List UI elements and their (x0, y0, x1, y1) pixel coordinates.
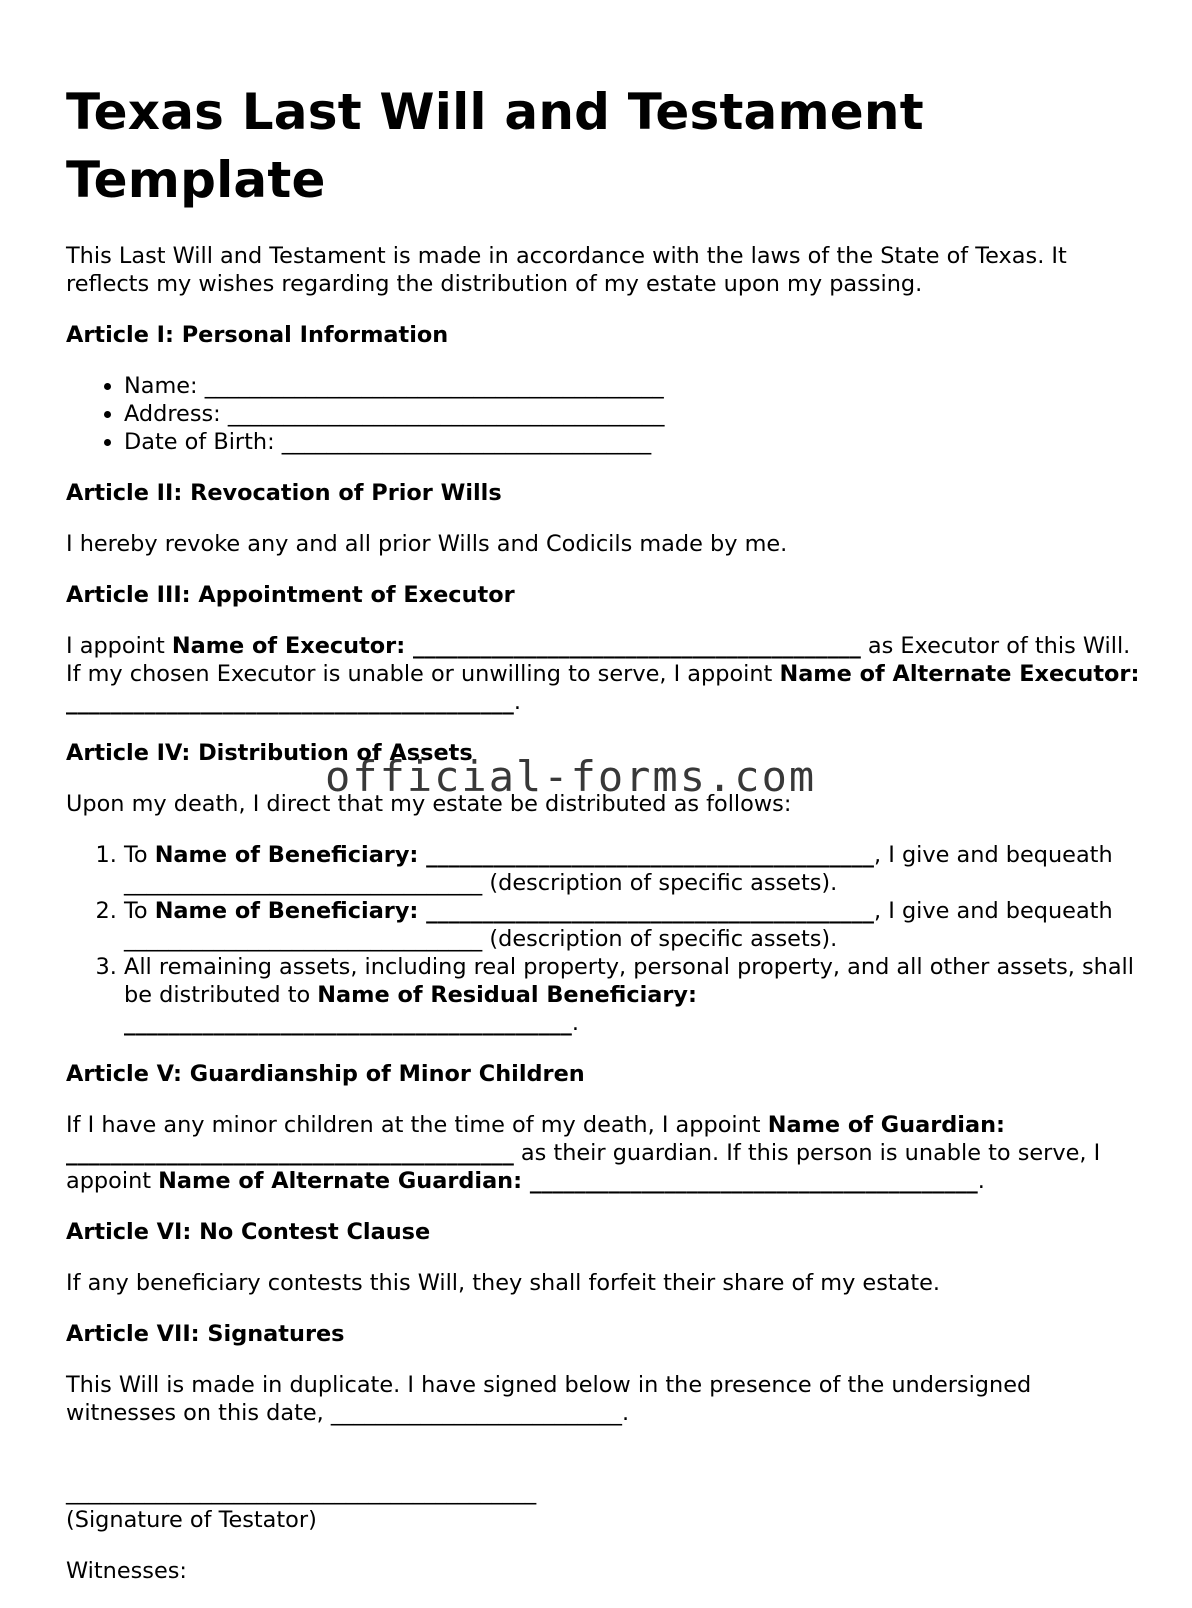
article-5-part-2: as their guardian. If this person is unable to serve, I appoint (66, 1140, 1101, 1194)
distribution-item-3-rest: . (571, 1010, 579, 1036)
distribution-item-2-prefix: To (124, 898, 155, 924)
testator-signature-line: __________________________________________ (66, 1479, 537, 1505)
article-7-heading: Article VII: Signatures (66, 1321, 345, 1347)
distribution-item-1-prefix: To (124, 842, 155, 868)
article-7-text: This Will is made in duplicate. I have signed below in the presence of the undersigned witnesses on this date, __________________________. (66, 1372, 1032, 1426)
witnesses-label: Witnesses: (66, 1558, 187, 1584)
distribution-list (66, 841, 1146, 1037)
testator-signature-caption: (Signature of Testator) (66, 1507, 317, 1533)
article-4-intro: Upon my death, I direct that my estate be distributed as follows: (66, 791, 792, 817)
executor-name-field: Name of Executor: ________________________________________ (171, 633, 861, 659)
beneficiary-1-field: Name of Beneficiary: ________________________________________ (154, 842, 874, 868)
personal-info-list (66, 372, 1146, 456)
personal-info-address: • Address: _______________________________________ (124, 400, 1146, 428)
watermark-text: official-forms.com (325, 752, 817, 801)
article-2-text: I hereby revoke any and all prior Wills and Codicils made by me. (66, 531, 788, 557)
page-title: Texas Last Will and Testament Template (66, 83, 924, 209)
article-3-heading: Article III: Appointment of Executor (66, 582, 515, 608)
article-2-heading: Article II: Revocation of Prior Wills (66, 480, 502, 506)
alternate-guardian-field: Name of Alternate Guardian: ________________________________________ (158, 1168, 978, 1194)
article-5-part-1: If I have any minor children at the time of my death, I appoint (66, 1112, 768, 1138)
guardian-field: Name of Guardian: ________________________________________ (66, 1112, 1005, 1166)
personal-info-name: • Name: _________________________________________ (124, 372, 1146, 400)
article-3-text (66, 632, 1146, 716)
distribution-item-1 (124, 841, 1146, 897)
distribution-item-2 (124, 897, 1146, 953)
document-page (66, 78, 1146, 1608)
article-5-text (66, 1111, 1146, 1195)
intro-paragraph: This Last Will and Testament is made in accordance with the laws of the State of Texas. It reflects my wishes regarding the distribution of my estate upon my passing. (66, 243, 1067, 297)
article-1-heading: Article I: Personal Information (66, 322, 449, 348)
article-5-part-3: . (977, 1168, 985, 1194)
article-6-heading: Article VI: No Contest Clause (66, 1219, 431, 1245)
beneficiary-2-field: Name of Beneficiary: ________________________________________ (154, 898, 874, 924)
distribution-item-3-prefix: All remaining assets, including real property, personal property, and all other assets, shall be distributed to (124, 954, 1134, 1008)
article-6-text: If any beneficiary contests this Will, they shall forfeit their share of my estate. (66, 1270, 941, 1296)
article-3-part-1: I appoint (66, 633, 172, 659)
article-5-heading: Article V: Guardianship of Minor Children (66, 1061, 585, 1087)
distribution-item-2-rest: , I give and bequeath ________________________________ (description of specific assets). (124, 898, 1113, 952)
article-3-part-3: . (513, 689, 521, 715)
article-4-heading: Article IV: Distribution of Assets (66, 740, 473, 766)
article-3-part-2: as Executor of this Will. If my chosen Executor is unable or unwilling to serve, I appoint (66, 633, 1131, 687)
personal-info-dob: • Date of Birth: _________________________________ (124, 428, 1146, 456)
alternate-executor-field: Name of Alternate Executor: ________________________________________ (66, 661, 1140, 715)
residual-beneficiary-field: Name of Residual Beneficiary: ________________________________________ (124, 982, 697, 1036)
distribution-item-1-rest: , I give and bequeath ________________________________ (description of specific assets). (124, 842, 1113, 896)
distribution-item-3 (124, 953, 1146, 1037)
